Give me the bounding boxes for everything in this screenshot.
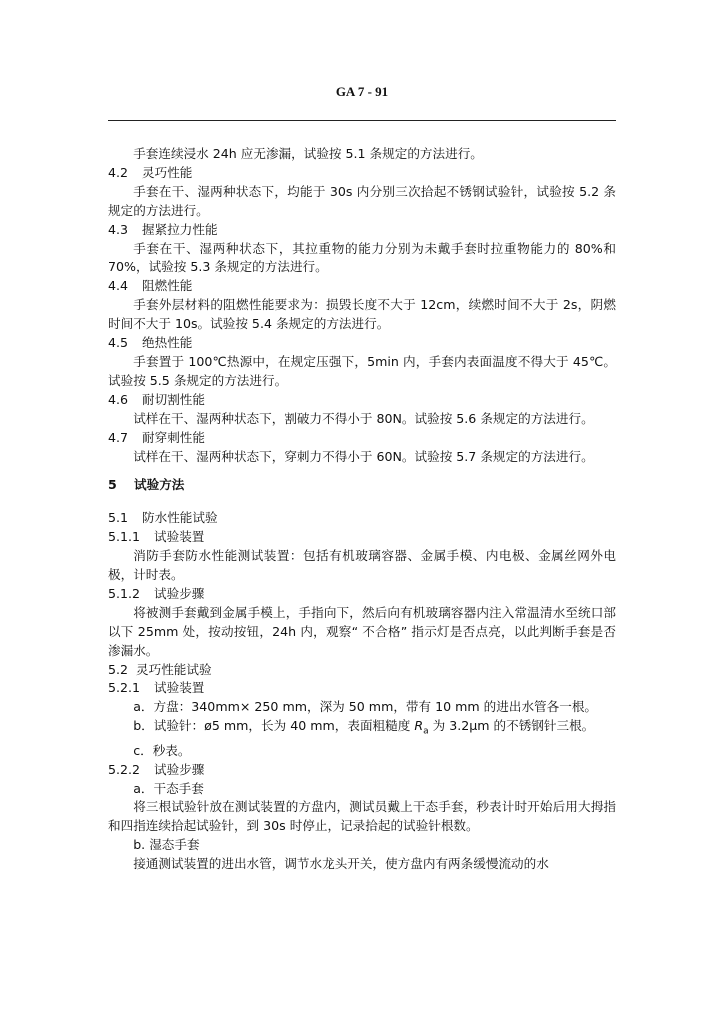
- section-number: 4.6: [108, 391, 129, 407]
- section-title: 防水性能试验: [142, 510, 218, 526]
- section-title: 灵巧性能试验: [136, 661, 212, 677]
- paragraph: 将被测手套戴到金属手模上，手指向下，然后向有机玻璃容器内注入常温清水至统口部以下 25mm 处，按动按钮，24h 内，观察“ 不合格” 指示灯是否点亮，以此判断手套是否渗漏水。: [108, 604, 616, 658]
- section-number: 5.2: [108, 661, 129, 677]
- list-item: a．方盘：340mm× 250 mm，深为 50 mm，带有 10 mm 的进出水管各一根。: [133, 699, 598, 715]
- paragraph: 手套在干、湿两种状态下，其拉重物的能力分别为未戴手套时拉重物能力的 80%和 70%，试验按 5.3 条规定的方法进行。: [108, 240, 616, 275]
- roughness-symbol: R: [414, 718, 424, 734]
- subsection-number: 5.1.2: [108, 585, 141, 601]
- section-title: 耐切割性能: [142, 391, 205, 407]
- list-item-text: 为 3.2μm 的不锈钢针三根。: [428, 718, 595, 734]
- subsection-title: 试验装置: [154, 529, 205, 545]
- section-heading: [108, 164, 616, 183]
- paragraph: 试样在干、湿两种状态下，割破力不得小于 80N。试验按 5.6 条规定的方法进行。: [133, 410, 594, 426]
- section-heading: [108, 334, 616, 353]
- list-item: [108, 717, 616, 741]
- section-number: 4.3: [108, 221, 129, 237]
- list-item: c．秒表。: [133, 742, 191, 758]
- paragraph: 将三根试验针放在测试装置的方盘内，测试员戴上干态手套，秒表计时开始后用大拇指和四指连续拾起试验针，到 30s 时停止，记录拾起的试验针根数。: [108, 799, 616, 834]
- section-number: 4.4: [108, 278, 129, 294]
- header-rule: [108, 120, 616, 121]
- section-number: 5.1: [108, 510, 129, 526]
- section-number: 4.5: [108, 335, 129, 351]
- subsection-title: 试验步骤: [154, 585, 205, 601]
- section-heading: [108, 391, 616, 410]
- subsection-number: 5.2.1: [108, 680, 141, 696]
- paragraph: 试样在干、湿两种状态下，穿刺力不得小于 60N。试验按 5.7 条规定的方法进行。: [133, 448, 594, 464]
- subsection-heading: [108, 528, 616, 547]
- section-heading: [108, 429, 616, 448]
- subsection-title: 试验步骤: [154, 761, 205, 777]
- subsection-number: 5.1.1: [108, 529, 141, 545]
- list-item: a．干态手套: [133, 780, 204, 796]
- chapter-number: 5: [108, 477, 117, 493]
- page-body: [108, 145, 616, 874]
- section-title: 阻燃性能: [142, 278, 193, 294]
- subsection-title: 试验装置: [154, 680, 205, 696]
- section-heading: [108, 509, 616, 528]
- paragraph: 手套在干、湿两种状态下，均能于 30s 内分别三次拾起不锈钢试验针，试验按 5.2 条规定的方法进行。: [108, 183, 616, 218]
- section-number: 4.2: [108, 164, 129, 180]
- subsection-number: 5.2.2: [108, 761, 141, 777]
- section-heading: [108, 221, 616, 240]
- paragraph: 接通测试装置的进出水管，调节水龙头开关，使方盘内有两条缓慢流动的水: [133, 856, 549, 872]
- subsection-heading: [108, 585, 616, 604]
- section-title: 耐穿刺性能: [142, 429, 205, 445]
- section-number: 4.7: [108, 429, 129, 445]
- list-item: b. 湿态手套: [133, 837, 200, 853]
- section-heading: [108, 661, 616, 680]
- subsection-heading: [108, 761, 616, 780]
- paragraph: 手套外层材料的阻燃性能要求为：损毁长度不大于 12cm，续燃时间不大于 2s，阴燃时间不大于 10s。试验按 5.4 条规定的方法进行。: [108, 297, 616, 332]
- chapter-heading: [108, 476, 616, 495]
- section-title: 绝热性能: [142, 335, 193, 351]
- section-title: 握紧拉力性能: [142, 221, 218, 237]
- roughness-subscript: a: [423, 726, 429, 737]
- subsection-heading: [108, 679, 616, 698]
- section-title: 灵巧性能: [142, 164, 193, 180]
- paragraph: 手套连续浸水 24h 应无渗漏，试验按 5.1 条规定的方法进行。: [133, 146, 483, 161]
- section-heading: [108, 277, 616, 296]
- chapter-title: 试验方法: [134, 477, 185, 493]
- list-item-text: b．试验针：ø5 mm，长为 40 mm，表面粗糙度: [133, 718, 415, 734]
- paragraph: 消防手套防水性能测试装置：包括有机玻璃容器、金属手模、内电极、金属丝网外电极，计时表。: [108, 548, 616, 583]
- document-header-code: GA 7 - 91: [335, 84, 389, 99]
- paragraph: 手套置于 100℃热源中，在规定压强下，5min 内，手套内表面温度不得大于 45℃。试验按 5.5 条规定的方法进行。: [108, 353, 616, 388]
